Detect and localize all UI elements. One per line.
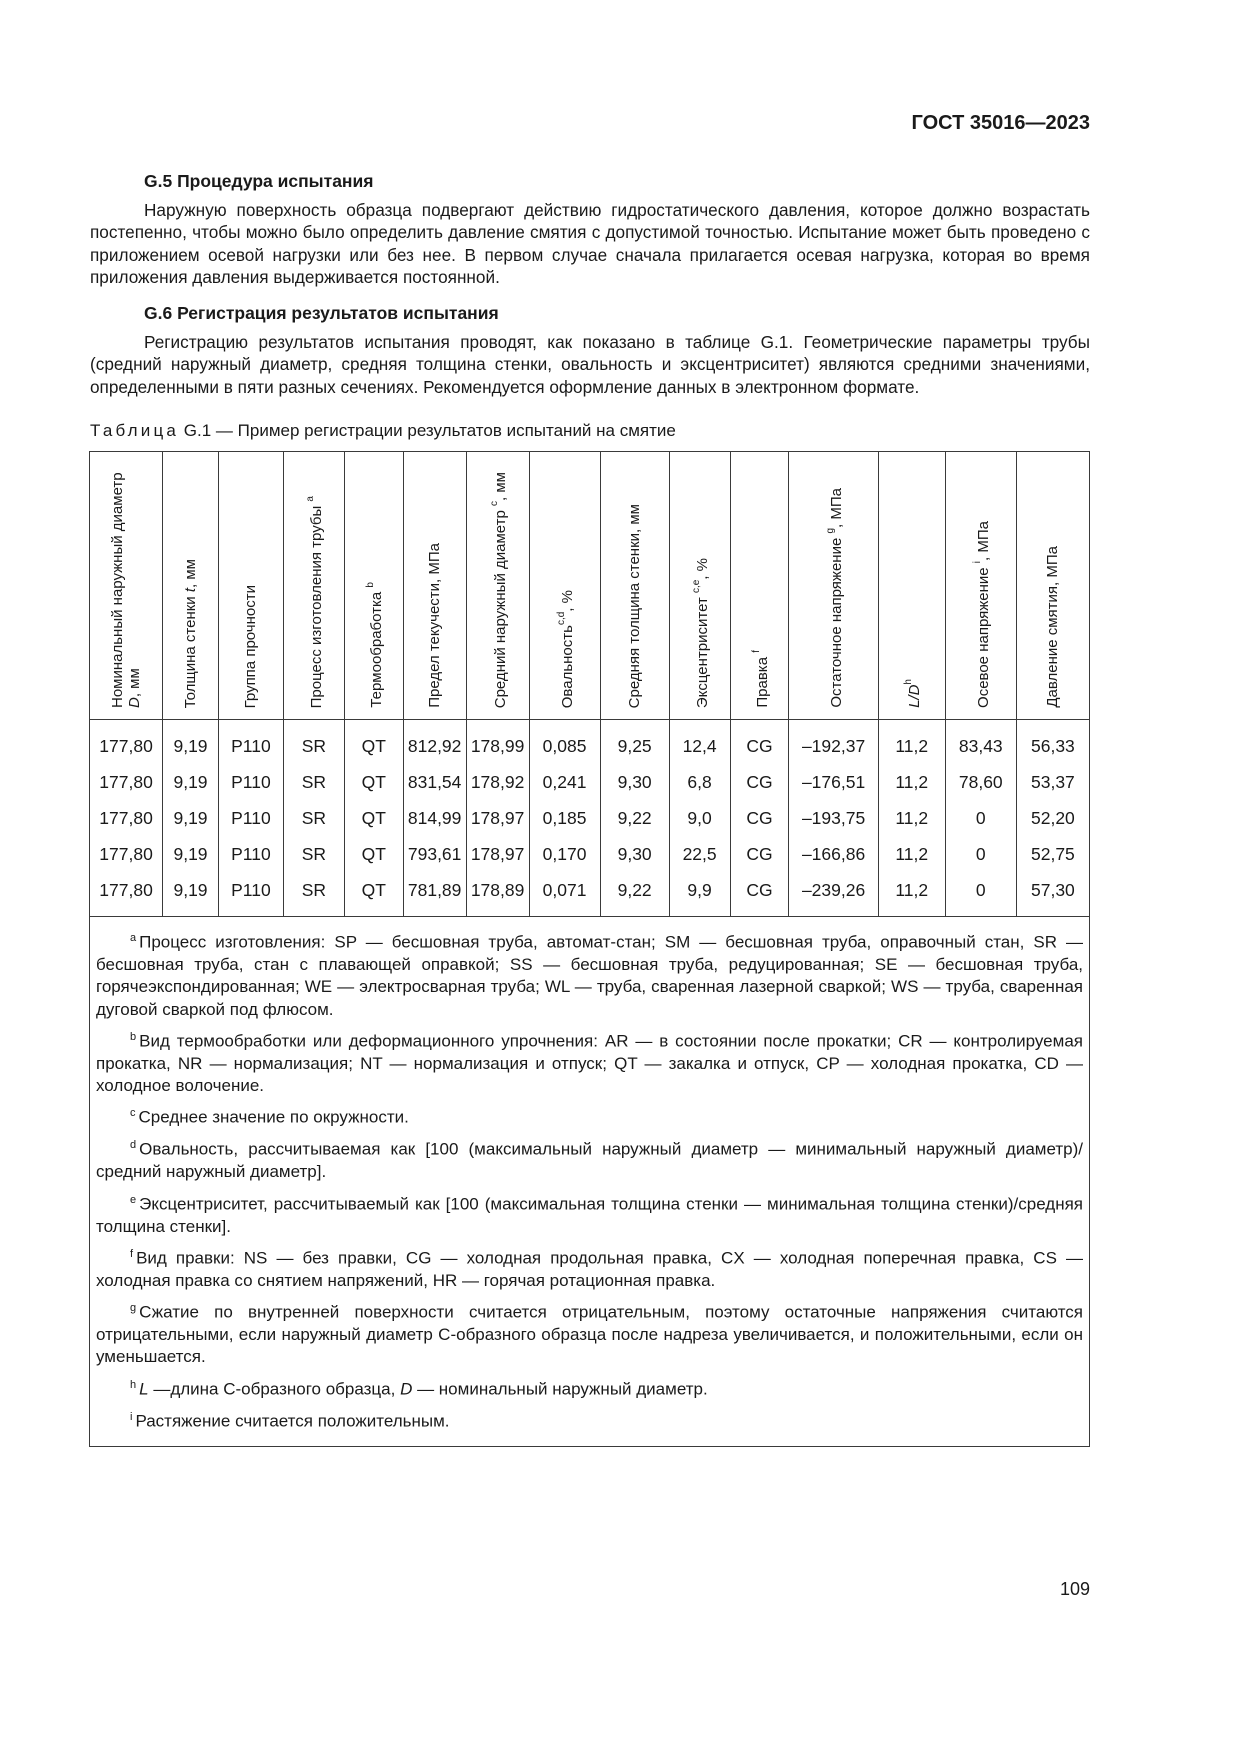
table-cell: QT xyxy=(344,764,403,800)
section-g6 xyxy=(90,302,1090,398)
table-cell: 56,33 xyxy=(1016,720,1089,765)
table-cell: 9,9 xyxy=(669,872,730,917)
table-cell: QT xyxy=(344,800,403,836)
column-header-label xyxy=(748,640,771,714)
column-header-footnote-mark: g xyxy=(825,528,837,534)
table-cell: –192,37 xyxy=(789,720,878,765)
column-header-footnote-mark: h xyxy=(903,679,915,685)
standard-code: ГОСТ 35016—2023 xyxy=(911,112,1090,134)
column-header-label xyxy=(426,533,443,714)
footnote-mark: a xyxy=(130,932,137,944)
footnote-text: Вид термообработки или деформационного упрочнения: AR — в состоянии после прокатки; CR — контролируемая прокатка, NR — нормализация; NT — нормализация и отпуск; QT — закалка и отпуск, CP — холодная прокатка, CD — холодное волочение. xyxy=(96,1031,1083,1096)
results-table xyxy=(89,451,1090,1447)
table-cell: –176,51 xyxy=(789,764,878,800)
column-header-text: Осевое напряжение xyxy=(975,563,993,708)
footnote-text: Растяжение считается положительным. xyxy=(135,1411,450,1431)
footnote-text: Процесс изготовления: SP — бесшовная труба, автомат-стан; SM — бесшовная труба, оправочный стан, SR — бесшовная труба, стан с плавающей оправкой; SS — бесшовная труба, редуцированная; SE — бесшовная труба, горячеэкспондированная; WE — электросварная труба; WL — труба, сваренная лазерной сваркой; WS — труба, сваренная дуговой сваркой под флюсом. xyxy=(96,932,1083,1019)
column-header-label xyxy=(486,462,509,714)
table-cell: SR xyxy=(283,720,344,765)
table-cell: 11,2 xyxy=(878,764,945,800)
column-header-symbol: L/D xyxy=(906,684,924,708)
column-header xyxy=(344,452,403,720)
table-footnote xyxy=(96,1189,1083,1238)
table-cell: 177,80 xyxy=(90,836,163,872)
table-cell: 53,37 xyxy=(1016,764,1089,800)
footnote-text: —длина С-образного образца, xyxy=(148,1379,401,1399)
footnote-mark: g xyxy=(130,1302,137,1315)
table-cell: QT xyxy=(344,872,403,917)
table-cell: P110 xyxy=(218,764,283,800)
table-footnote xyxy=(96,1374,1083,1401)
column-header xyxy=(730,452,789,720)
table-cell: SR xyxy=(283,800,344,836)
column-header xyxy=(878,452,945,720)
column-header xyxy=(1016,452,1089,720)
table-cell: 78,60 xyxy=(945,764,1016,800)
table-cell: 9,19 xyxy=(163,800,219,836)
table-cell: CG xyxy=(730,800,789,836)
table-cell: 178,92 xyxy=(466,764,529,800)
table-cell: 178,97 xyxy=(466,836,529,872)
table-cell: QT xyxy=(344,720,403,765)
table-cell: 9,19 xyxy=(163,836,219,872)
table-cell: 0,185 xyxy=(529,800,600,836)
table-cell: 9,19 xyxy=(163,720,219,765)
table-cell: 0 xyxy=(945,836,1016,872)
table-footnote xyxy=(96,1243,1083,1292)
table-cell: SR xyxy=(283,872,344,917)
table-cell: 9,30 xyxy=(600,764,669,800)
column-header-label xyxy=(969,511,992,714)
table-cell: 0,071 xyxy=(529,872,600,917)
table-cell: 11,2 xyxy=(878,836,945,872)
section-paragraph: Наружную поверхность образца подвергают действию гидростатического давления, которое должно возрастать постепенно, чтобы можно было определить давление смятия с допустимой точностью. Испытание может быть проведено с приложением осевой нагрузки или без нее. В первом случае сначала прилагается осевая нагрузка, которая во время приложения давления выдерживается постоянной. xyxy=(90,199,1090,287)
column-header-label xyxy=(302,486,325,714)
footnote-mark: e xyxy=(130,1193,137,1206)
column-header-symbol: D xyxy=(126,697,144,708)
table-cell: SR xyxy=(283,764,344,800)
column-header xyxy=(218,452,283,720)
column-header-label xyxy=(822,478,845,714)
column-header xyxy=(669,452,730,720)
table-cell: 781,89 xyxy=(403,872,466,917)
column-header-footnote-mark: a xyxy=(305,495,317,502)
footnote-mark: h xyxy=(130,1378,137,1391)
column-header-text: Средний наружный диаметр xyxy=(492,505,510,708)
table-cell: P110 xyxy=(218,720,283,765)
column-header xyxy=(789,452,878,720)
table-caption-text: G.1 — Пример регистрации результатов испытаний на смятие xyxy=(183,421,676,440)
column-header-text: Предел текучести, МПа xyxy=(426,543,444,708)
column-header-text: Номинальный наружный диаметр xyxy=(109,472,127,708)
table-cell: 793,61 xyxy=(403,836,466,872)
column-header xyxy=(600,452,669,720)
column-header-text: Остаточное напряжение xyxy=(828,533,846,708)
table-footnote xyxy=(96,927,1083,1021)
column-header-text: Овальность xyxy=(559,624,577,708)
table-caption-word: Таблица xyxy=(90,421,180,440)
table-row xyxy=(90,836,1090,872)
table-cell: 177,80 xyxy=(90,800,163,836)
table-cell: P110 xyxy=(218,800,283,836)
table-footnote xyxy=(96,1102,1083,1129)
section-paragraph: Регистрацию результатов испытания проводят, как показано в таблице G.1. Геометрические параметры трубы (средний наружный диаметр, средняя толщина стенки, овальность и эксцентриситет) являются средними значениями, определенными в пяти разных сечениях. Рекомендуется оформление данных в электронном формате. xyxy=(90,331,1090,397)
table-caption xyxy=(90,421,676,441)
table-cell: CG xyxy=(730,836,789,872)
table-cell: 12,4 xyxy=(669,720,730,765)
column-header-footnote-mark: f xyxy=(750,650,762,654)
footnote-mark: i xyxy=(130,1410,133,1423)
table-cell: 177,80 xyxy=(90,872,163,917)
footnote-mark: d xyxy=(130,1139,137,1152)
table-cell: 11,2 xyxy=(878,872,945,917)
table-cell: 9,22 xyxy=(600,800,669,836)
column-header-text: Термообработка xyxy=(368,587,386,708)
column-header-label xyxy=(109,452,143,714)
table-cell: P110 xyxy=(218,872,283,917)
table-cell: 22,5 xyxy=(669,836,730,872)
table-cell: 177,80 xyxy=(90,720,163,765)
column-header-text: Процесс изготовления трубы xyxy=(308,501,326,708)
table-cell: 0,170 xyxy=(529,836,600,872)
column-header-symbol: t xyxy=(182,587,199,592)
table-cell: –166,86 xyxy=(789,836,878,872)
column-header-footnote-mark: b xyxy=(365,582,377,588)
column-header-label xyxy=(182,549,199,714)
column-header-unit: , МПа xyxy=(975,521,993,561)
column-header-text: Толщина стенки xyxy=(182,591,199,708)
table-cell: 9,0 xyxy=(669,800,730,836)
column-header xyxy=(529,452,600,720)
table-cell: 0,241 xyxy=(529,764,600,800)
column-header xyxy=(283,452,344,720)
table-cell: 83,43 xyxy=(945,720,1016,765)
table-cell: 9,22 xyxy=(600,872,669,917)
page-number: 109 xyxy=(1059,1579,1090,1599)
footnote-text: Овальность, рассчитываемая как [100 (максимальный наружный диаметр — минимальный наружный диаметр)/средний наружный диаметр]. xyxy=(96,1140,1083,1182)
table-cell: 6,8 xyxy=(669,764,730,800)
table-cell: CG xyxy=(730,720,789,765)
footnote-mark: b xyxy=(130,1030,137,1043)
table-cell: 0 xyxy=(945,800,1016,836)
column-header-label xyxy=(626,494,643,714)
table-cell: –239,26 xyxy=(789,872,878,917)
table-cell: QT xyxy=(344,836,403,872)
footnote-text: Вид правки: NS — без правки, CG — холодная продольная правка, CX — холодная поперечная правка, CS — холодная правка со снятием напряжений, HR — горячая ротационная правка. xyxy=(96,1248,1083,1290)
table-cell: 9,19 xyxy=(163,872,219,917)
table-cell: 9,19 xyxy=(163,764,219,800)
column-header-unit: , МПа xyxy=(828,488,846,529)
column-header xyxy=(945,452,1016,720)
table-cell: 178,89 xyxy=(466,872,529,917)
table-cell: 52,75 xyxy=(1016,836,1089,872)
footnote-mark: c xyxy=(130,1107,136,1120)
table-cell: 0,085 xyxy=(529,720,600,765)
column-header-footnote-mark: c,d xyxy=(556,611,568,625)
table-cell: CG xyxy=(730,872,789,917)
table-footnote xyxy=(96,1297,1083,1369)
column-header-label xyxy=(1044,536,1061,714)
table-cell: –193,75 xyxy=(789,800,878,836)
column-header-label xyxy=(900,669,923,714)
column-header-label xyxy=(242,575,259,714)
table-cell: 177,80 xyxy=(90,764,163,800)
table-header-row xyxy=(90,452,1090,720)
table-notes-row xyxy=(90,917,1090,1447)
table-row xyxy=(90,720,1090,765)
table-footnote xyxy=(96,1026,1083,1098)
table-cell: 814,99 xyxy=(403,800,466,836)
column-header-label xyxy=(553,580,576,714)
table-cell: 9,25 xyxy=(600,720,669,765)
column-header-footnote-mark: c xyxy=(489,500,501,506)
section-heading: G.5 Процедура испытания xyxy=(144,171,374,191)
table-cell: 831,54 xyxy=(403,764,466,800)
column-header-unit: , мм xyxy=(182,558,199,588)
table-cell: P110 xyxy=(218,836,283,872)
table-footnote xyxy=(96,1406,1083,1433)
table-cell: CG xyxy=(730,764,789,800)
table-row xyxy=(90,872,1090,917)
table-cell: 57,30 xyxy=(1016,872,1089,917)
column-header-text: Давление смятия, МПа xyxy=(1044,546,1062,708)
table-notes xyxy=(90,917,1090,1447)
column-header-footnote-mark: c,e xyxy=(691,579,703,593)
column-header-unit: , % xyxy=(559,589,577,612)
column-header-text: Средняя толщина стенки, мм xyxy=(626,503,644,708)
column-header-unit: , мм xyxy=(492,471,510,501)
column-header-unit: , мм xyxy=(126,668,144,698)
table-cell: 178,97 xyxy=(466,800,529,836)
table-cell: 812,92 xyxy=(403,720,466,765)
column-header xyxy=(466,452,529,720)
section-heading: G.6 Регистрация результатов испытания xyxy=(144,303,499,323)
table-cell: 11,2 xyxy=(878,720,945,765)
footnote-text: Эксцентриситет, рассчитываемый как [100 (максимальная толщина стенки — минимальная толщина стенки)/средняя толщина стенки]. xyxy=(96,1194,1083,1236)
footnote-text: — номинальный наружный диаметр. xyxy=(412,1379,708,1399)
column-header xyxy=(163,452,219,720)
footnote-text: Среднее значение по окружности. xyxy=(138,1108,409,1128)
footnote-mark: f xyxy=(130,1247,134,1260)
table-cell: 9,30 xyxy=(600,836,669,872)
table-cell: 11,2 xyxy=(878,800,945,836)
table-cell: 0 xyxy=(945,872,1016,917)
column-header-footnote-mark: i xyxy=(972,561,984,564)
column-header-label xyxy=(688,548,711,714)
table-row xyxy=(90,764,1090,800)
footnote-text: Сжатие по внутренней поверхности считается отрицательным, поэтому остаточные напряжения считаются отрицательными, если наружный диаметр С-образного образца после надреза увеличивается, и положительными, если он уменьшается. xyxy=(96,1302,1083,1367)
footnote-symbol: L xyxy=(139,1379,149,1399)
table-cell: 178,99 xyxy=(466,720,529,765)
section-g5 xyxy=(90,170,1090,289)
table-cell: 52,20 xyxy=(1016,800,1089,836)
column-header-unit: , % xyxy=(694,557,712,580)
table-cell: SR xyxy=(283,836,344,872)
column-header-label xyxy=(362,572,385,714)
column-header-text: Правка xyxy=(753,653,771,708)
column-header-text: Группа прочности xyxy=(242,584,260,708)
column-header xyxy=(403,452,466,720)
table-footnote xyxy=(96,1134,1083,1183)
column-header xyxy=(90,452,163,720)
table-row xyxy=(90,800,1090,836)
footnote-symbol: D xyxy=(400,1379,413,1399)
column-header-text: Эксцентриситет xyxy=(694,592,712,708)
